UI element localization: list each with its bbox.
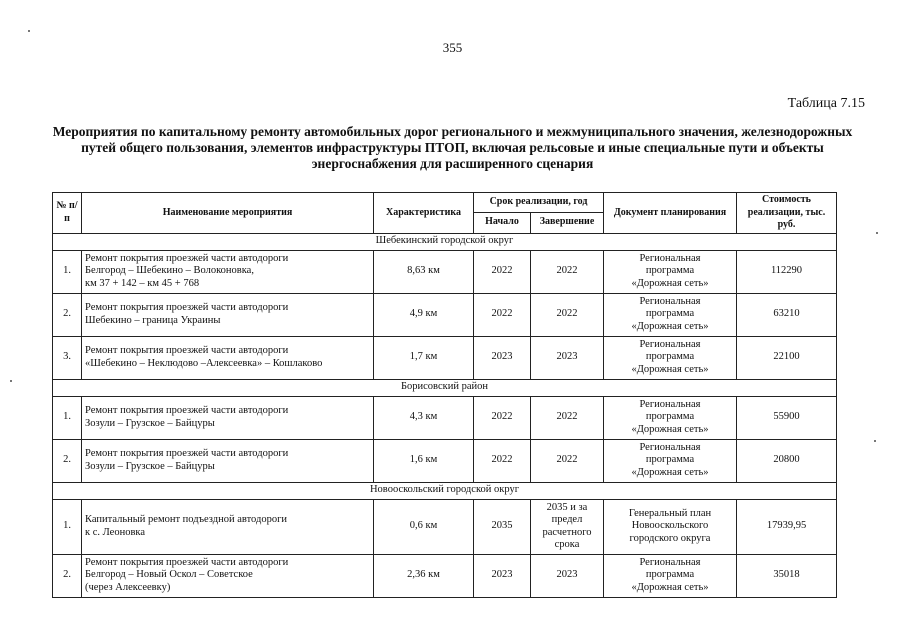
characteristic-value: 1,7 км bbox=[374, 336, 474, 379]
group-title: Новооскольский городской округ bbox=[53, 482, 837, 499]
row-number: 1. bbox=[53, 499, 82, 554]
planning-document: Региональная программа «Дорожная сеть» bbox=[604, 396, 737, 439]
table-header-row bbox=[53, 193, 837, 213]
characteristic-value: 2,36 км bbox=[374, 554, 474, 597]
planning-document: Региональная программа «Дорожная сеть» bbox=[604, 439, 737, 482]
end-year: 2022 bbox=[531, 250, 604, 293]
end-year: 2022 bbox=[531, 293, 604, 336]
scan-speck bbox=[874, 440, 876, 442]
header-characteristic: Характеристика bbox=[374, 193, 474, 234]
end-year: 2035 и за предел расчетного срока bbox=[531, 499, 604, 554]
table-row bbox=[53, 336, 837, 379]
measure-name: Ремонт покрытия проезжей части автодороги Белгород – Новый Оскол – Советское (через Алексеевку) bbox=[82, 554, 374, 597]
row-number: 2. bbox=[53, 554, 82, 597]
header-period: Срок реализации, год bbox=[474, 193, 604, 213]
cost-value: 20800 bbox=[737, 439, 837, 482]
header-num: № п/п bbox=[53, 193, 82, 234]
table-body bbox=[53, 233, 837, 597]
table-row bbox=[53, 499, 837, 554]
scan-speck bbox=[28, 30, 30, 32]
group-header-row bbox=[53, 233, 837, 250]
planning-document: Региональная программа «Дорожная сеть» bbox=[604, 250, 737, 293]
row-number: 2. bbox=[53, 293, 82, 336]
group-header-row bbox=[53, 482, 837, 499]
cost-value: 17939,95 bbox=[737, 499, 837, 554]
characteristic-value: 8,63 км bbox=[374, 250, 474, 293]
cost-value: 22100 bbox=[737, 336, 837, 379]
cost-value: 63210 bbox=[737, 293, 837, 336]
cost-value: 35018 bbox=[737, 554, 837, 597]
planning-document: Региональная программа «Дорожная сеть» bbox=[604, 554, 737, 597]
characteristic-value: 1,6 км bbox=[374, 439, 474, 482]
header-start: Начало bbox=[474, 212, 531, 233]
header-document: Документ планирования bbox=[604, 193, 737, 234]
planning-document: Региональная программа «Дорожная сеть» bbox=[604, 293, 737, 336]
start-year: 2035 bbox=[474, 499, 531, 554]
header-end: Завершение bbox=[531, 212, 604, 233]
cost-value: 55900 bbox=[737, 396, 837, 439]
measure-name: Ремонт покрытия проезжей части автодороги Белгород – Шебекино – Волоконовка, км 37 + 142 – км 45 + 768 bbox=[82, 250, 374, 293]
table-caption: Таблица 7.15 bbox=[787, 96, 865, 111]
end-year: 2022 bbox=[531, 439, 604, 482]
characteristic-value: 4,3 км bbox=[374, 396, 474, 439]
measure-name: Ремонт покрытия проезжей части автодороги «Шебекино – Неклюдово –Алексеевка» – Кошлаково bbox=[82, 336, 374, 379]
end-year: 2022 bbox=[531, 396, 604, 439]
document-title: Мероприятия по капитальному ремонту автомобильных дорог регионального и межмуниципального значения, железнодорожных путей общего пользования, элементов инфраструктуры ПТОП, включая рельсовые и иные специальные пути и объекты энергоснабжения для расширенного сценария bbox=[52, 124, 853, 171]
measure-name: Ремонт покрытия проезжей части автодороги Зозули – Грузское – Байцуры bbox=[82, 396, 374, 439]
header-name: Наименование мероприятия bbox=[82, 193, 374, 234]
table-row bbox=[53, 293, 837, 336]
measures-table bbox=[52, 192, 837, 598]
scan-speck bbox=[10, 380, 12, 382]
scan-speck bbox=[876, 232, 878, 234]
table-row bbox=[53, 250, 837, 293]
table-row bbox=[53, 439, 837, 482]
end-year: 2023 bbox=[531, 336, 604, 379]
start-year: 2023 bbox=[474, 336, 531, 379]
end-year: 2023 bbox=[531, 554, 604, 597]
header-cost: Стоимость реализации, тыс. руб. bbox=[737, 193, 837, 234]
measure-name: Капитальный ремонт подъездной автодороги к с. Леоновка bbox=[82, 499, 374, 554]
start-year: 2022 bbox=[474, 250, 531, 293]
row-number: 2. bbox=[53, 439, 82, 482]
start-year: 2022 bbox=[474, 396, 531, 439]
planning-document: Региональная программа «Дорожная сеть» bbox=[604, 336, 737, 379]
cost-value: 112290 bbox=[737, 250, 837, 293]
measure-name: Ремонт покрытия проезжей части автодороги Шебекино – граница Украины bbox=[82, 293, 374, 336]
page-number: 355 bbox=[442, 40, 463, 55]
start-year: 2022 bbox=[474, 439, 531, 482]
row-number: 1. bbox=[53, 250, 82, 293]
group-header-row bbox=[53, 379, 837, 396]
start-year: 2022 bbox=[474, 293, 531, 336]
start-year: 2023 bbox=[474, 554, 531, 597]
row-number: 1. bbox=[53, 396, 82, 439]
group-title: Борисовский район bbox=[53, 379, 837, 396]
group-title: Шебекинский городской округ bbox=[53, 233, 837, 250]
measure-name: Ремонт покрытия проезжей части автодороги Зозули – Грузское – Байцуры bbox=[82, 439, 374, 482]
planning-document: Генеральный план Новооскольского городского округа bbox=[604, 499, 737, 554]
row-number: 3. bbox=[53, 336, 82, 379]
characteristic-value: 4,9 км bbox=[374, 293, 474, 336]
table-row bbox=[53, 554, 837, 597]
characteristic-value: 0,6 км bbox=[374, 499, 474, 554]
table-row bbox=[53, 396, 837, 439]
